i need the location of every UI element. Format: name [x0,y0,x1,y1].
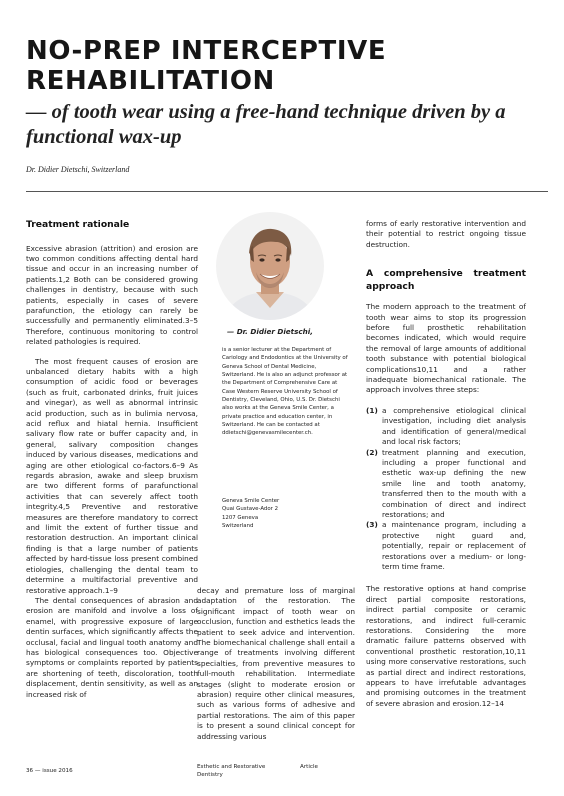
author-address [222,497,350,530]
list-item-text: a comprehensive etiological clinical investigation, including diet analysis and identification of general/medical and local risk factors; [382,405,526,447]
author-photo [216,212,324,320]
list-item [366,520,526,572]
treatment-steps-list [366,406,526,573]
body-paragraph: The dental consequences of abrasion and erosion are manifold and involve a loss of enamel, with progressive exposure of large dentin surfaces, which significantly affects the occlusal, facial and lingual tooth anatomy and has biological consequences too. Objective symptoms or complaints reported by patients are shortening of teeth, discoloration, tooth displacement, dentin sensitivity, as well as an increased risk of [26,595,198,699]
address-line: 1207 Geneva [222,514,259,521]
footer-section-label: Article [300,764,318,770]
right-column [366,219,526,709]
section-heading-comprehensive-approach: A comprehensive treatment approach [366,268,526,292]
body-paragraph: The restorative options at hand comprise direct partial composite restorations, indirect partial composite or ceramic restorations, and indirect full-ceramic restorations. Considering the more dramatic failure patterns observed with conventional prosthetic restoration,10,11 using more conservative restorations, such as partial direct and indirect restorations, appears to have irrefutable advantages and promising outcomes in the treatment of severe abrasion and erosion.12–14 [366,584,526,708]
section-heading-treatment-rationale: Treatment rationale [26,219,130,230]
body-paragraph: decay and premature loss of marginal adaptation of the restoration. The significant impact of tooth wear on occlusion, function and esthetics leads the patient to seek advice and intervention. The biomechanical challenge shall entail a range of treatments involving different specialties, from preventive measures to full-mouth rehabilitation. Intermediate stages (slight to moderate erosion or abrasion) require other clinical measures, such as various forms of adhesive and partial restorations. The aim of this paper is to present a sound clinical concept for addressing various [197,586,355,741]
list-item-text: treatment planning and execution, including a proper functional and esthetic wax-up defining the new smile line and tooth anatomy, transferred then to the mouth with a combination of direct and indirect restorations; and [382,447,526,519]
list-item-text: a maintenance program, including a protective night guard and, potentially, repair or replacement of restorations over a medium- or long-term time frame. [382,520,526,571]
list-item-number: (1) [366,405,378,415]
list-item-number: (2) [366,447,378,457]
body-paragraph: The most frequent causes of erosion are unbalanced dietary habits with a high consumption of acidic food or beverages (such as fruit, carbonated drinks, fruit juices and vinegar), as well as abnormal intrinsic acid production, such as in bulimia nervosa, acid reflux and hiatal hernia. Insufficient salivary flow rate or buffer capacity and, in general, salivary composition changes induced by various diseases, medications and aging are other etiological co-factors.6–9 As regards abrasion, awake and sleep bruxism are two different forms of parafunctional activities that can severely affect tooth integrity.4,5 Preventive and restorative measures are therefore mandatory to correct and limit the extent of further tissue and restoration destruction. An important clinical finding is that a large number of patients affected by hard-tissue loss present combined etiologies, challenging the dental team to determine a multifactorial preventive and restorative approach.1–9 [26,356,198,595]
header-divider [26,191,548,192]
list-item [366,406,526,448]
body-paragraph: The modern approach to the treatment of tooth wear aims to stop its progression before full prosthetic rehabilitation becomes indicated, which would require the removal of large amounts of additional tooth substance with potential biological complications10,11 and a rather inadequate biomechanical rationale. The approach involves three steps: [366,302,526,395]
list-item [366,448,526,521]
left-column [26,219,198,700]
body-paragraph: forms of early restorative intervention and their potential to restrict ongoing tissue destruction. [366,219,526,249]
middle-column [197,586,355,742]
footer-page-number: 36 — issue 2016 [26,768,73,774]
body-paragraph: Excessive abrasion (attrition) and erosion are two common conditions affecting dental hard tissue and occur in an increasing number of patients.1,2 Both can be considered growing challenges in dentistry, because with such patients, especially in cases of severe parafunction, the etiology can rarely be successfully and permanently eliminated.3–5 Therefore, continuous monitoring to control related pathologies is required. [26,243,198,347]
author-byline: Dr. Didier Dietschi, Switzerland [26,165,130,174]
address-line: Geneva Smile Center [222,498,280,504]
footer-journal-name: Esthetic and Restorative Dentistry [197,764,266,778]
photo-caption: — Dr. Didier Dietschi, [227,327,313,336]
author-bio: is a senior lecturer at the Department of Cariology and Endodontics at the University of Geneva School of Dental Medicine, Switzerland. He is also an adjunct professor at the Department of Comprehensive Care at Case Western Reserve University School of Dentistry, Cleveland, Ohio, U.S. Dr. Dietschi also works at the Geneva Smile Center, a private practice and education center, in Switzerland. He can be contacted at ddietschi@genevasmilecenter.ch. [222,347,348,437]
address-line: Switzerland [222,523,254,530]
article-title: NO-PREP INTERCEPTIVE REHABILITATION [26,36,387,96]
article-subtitle: — of tooth wear using a free-hand technique driven by a functional wax-up [26,101,506,148]
portrait-image [216,212,324,320]
list-item-number: (3) [366,520,378,530]
address-line: Quai Gustave-Ador 2 [222,506,278,513]
